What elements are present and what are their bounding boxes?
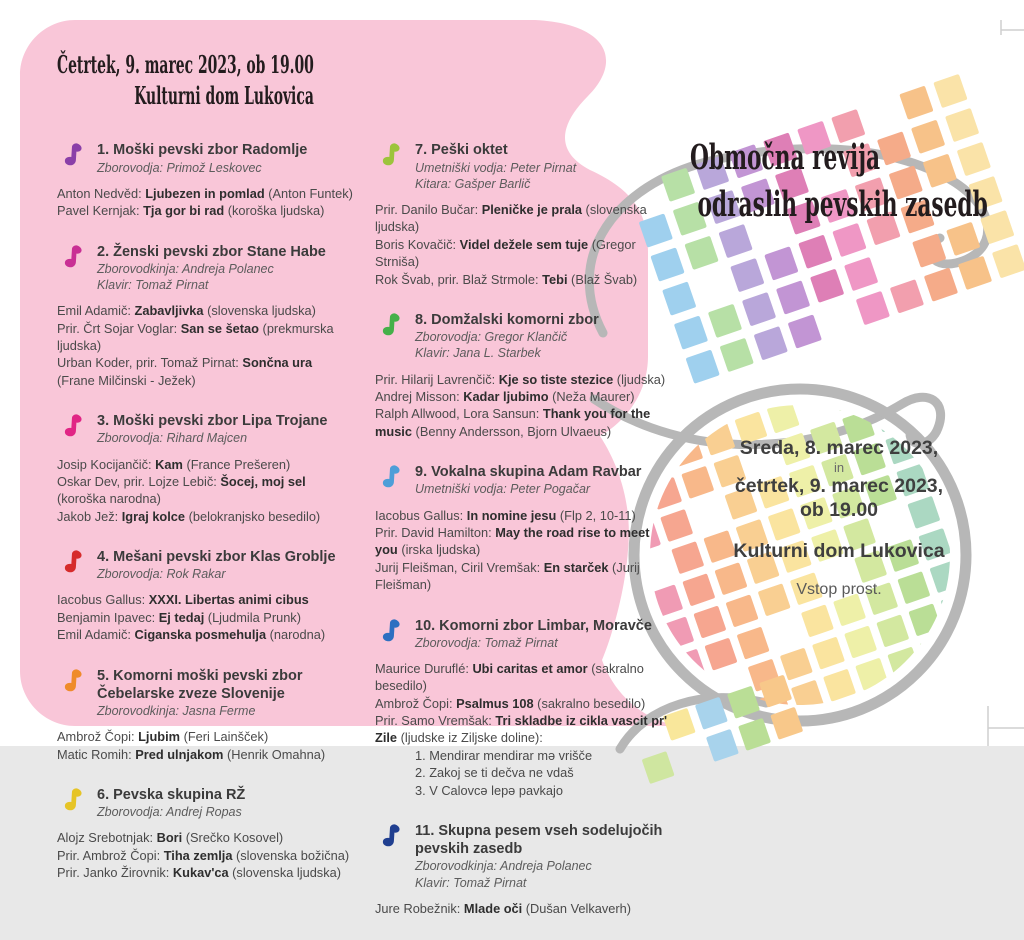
ensemble-leader: Zborovodja: Gregor Klančič xyxy=(415,330,568,345)
song-subline: 1. Mendirar mendirar mə vrišče xyxy=(415,747,593,763)
ensemble-heading xyxy=(97,243,353,294)
song-line: Pavel Kernjak: Tja gor bi rad (koroška ljudska) xyxy=(57,203,325,219)
ensemble-title: 8. Domžalski komorni zbor xyxy=(415,312,599,329)
crop-mark-bottom-right xyxy=(988,706,1024,746)
ensemble-heading xyxy=(415,617,671,651)
program-header-line2: Kulturni dom Lukovica xyxy=(134,80,314,110)
event-date-1: Sreda, 8. marec 2023, xyxy=(739,437,939,459)
program-item xyxy=(57,548,353,644)
ensemble-leader: Umetniški vodja: Peter Pogačar xyxy=(415,482,591,497)
song-list xyxy=(57,728,353,763)
ensemble-leader: Klavir: Jana L. Starbek xyxy=(415,346,541,361)
ensemble-heading xyxy=(97,548,353,582)
song-line: Emil Adamič: Zabavljivka (slovenska ljudska) xyxy=(57,303,316,319)
ensemble-leader: Klavir: Tomaž Pirnat xyxy=(415,875,527,890)
program-item xyxy=(57,141,353,219)
eighth-note-icon xyxy=(375,464,402,491)
ensemble-leader: Zborovodja: Rok Rakar xyxy=(97,567,226,582)
song-list xyxy=(375,371,671,441)
ensemble-leader: Zborovodja: Primož Leskovec xyxy=(97,160,262,175)
song-line: Prir. Ambrož Čopi: Tiha zemlja (slovenska božična) xyxy=(57,847,350,863)
event-time: ob 19.00 xyxy=(799,498,879,521)
song-subline: 3. V Calovcə lepə pavkajo xyxy=(415,782,563,798)
program-item xyxy=(57,412,353,525)
song-subline: 2. Zakoj se ti dečva ne vdaš xyxy=(415,765,574,781)
eighth-note-icon xyxy=(57,668,84,695)
song-line: Ralph Allwood, Lora Sansun: Thank you for the music (Benny Andersson, Bjorn Ulvaeus) xyxy=(375,406,651,439)
song-line: Anton Nedvěd: Ljubezen in pomlad (Anton Funtek) xyxy=(57,185,353,201)
program-column-right xyxy=(375,141,671,940)
event-info-block xyxy=(693,437,985,599)
ensemble-title: 6. Pevska skupina RŽ xyxy=(97,786,246,803)
song-line: Jure Robežnik: Mlade oči (Dušan Velkaverh) xyxy=(375,900,632,916)
program-item xyxy=(375,463,671,593)
ensemble-leader: Kitara: Gašper Barlič xyxy=(415,176,531,191)
ensemble-heading xyxy=(97,786,353,820)
song-line: Urban Koder, prir. Tomaž Pirnat: Sončna ura (Frane Milčinski - Ježek) xyxy=(57,355,313,388)
ensemble-heading xyxy=(415,311,671,362)
program-columns xyxy=(57,141,671,940)
confetti-mosaic-band xyxy=(627,74,1024,384)
ensemble-leader: Zborovodja: Andrej Ropas xyxy=(97,805,242,820)
eighth-note-icon xyxy=(375,618,402,645)
event-title xyxy=(690,134,988,229)
song-line: Matic Romih: Pred ulnjakom (Henrik Omahna) xyxy=(57,746,326,762)
song-list xyxy=(375,507,671,594)
song-list xyxy=(57,185,353,220)
song-line: Iacobus Gallus: In nomine jesu (Flp 2, 10-11) xyxy=(375,507,636,523)
ensemble-leader: Zborovodkinja: Andreja Polanec xyxy=(415,859,592,874)
ensemble-title: 3. Moški pevski zbor Lipa Trojane xyxy=(97,413,328,430)
crop-mark-top-right xyxy=(1001,20,1024,35)
ensemble-heading xyxy=(415,463,671,497)
song-list xyxy=(57,456,353,526)
ensemble-title: 1. Moški pevski zbor Radomlje xyxy=(97,142,308,159)
song-line: Maurice Duruflé: Ubi caritas et amor (sakralno besedilo) xyxy=(375,660,644,694)
song-line: Prir. Hilarij Lavrenčič: Kje so tiste stezice (ljudska) xyxy=(375,371,666,387)
program-item xyxy=(57,786,353,882)
program-item xyxy=(375,311,671,440)
song-list xyxy=(375,201,671,288)
song-list xyxy=(57,302,353,389)
ensemble-leader: Zborovodja: Rihard Majcen xyxy=(97,431,248,446)
song-line: Prir. David Hamilton: May the road rise to meet you (irska ljudska) xyxy=(375,524,650,558)
ensemble-title: 2. Ženski pevski zbor Stane Habe xyxy=(97,243,326,260)
event-date-conjunction: in xyxy=(833,459,845,475)
program-content xyxy=(57,50,671,940)
song-line: Boris Kovačič: Videl dežele sem tuje (Gregor Strniša) xyxy=(375,236,636,270)
ensemble-leader: Klavir: Tomaž Pirnat xyxy=(97,277,209,292)
program-item xyxy=(375,617,671,800)
ensemble-heading xyxy=(97,141,353,175)
song-list xyxy=(57,591,353,643)
ensemble-leader: Zborovodkinja: Jasna Ferme xyxy=(97,703,256,718)
program-item xyxy=(375,822,671,917)
song-line: Rok Švab, prir. Blaž Strmole: Tebi (Blaž Švab) xyxy=(375,271,638,287)
ensemble-leader: Zborovodja: Tomaž Pirnat xyxy=(415,635,558,650)
ensemble-heading xyxy=(97,667,353,720)
song-line: Oskar Dev, prir. Lojze Lebič: Šocej, moj sel (koroška narodna) xyxy=(57,473,306,507)
ensemble-title: 4. Mešani pevski zbor Klas Groblje xyxy=(97,549,336,566)
program-item xyxy=(375,141,671,288)
ensemble-heading xyxy=(415,141,671,192)
eighth-note-icon xyxy=(375,312,402,339)
song-line: Prir. Danilo Bučar: Pleničke je prala (slovenska ljudska) xyxy=(375,202,647,235)
event-venue: Kulturni dom Lukovica xyxy=(733,539,945,562)
ensemble-title: 7. Peški oktet xyxy=(415,142,508,159)
song-line: Josip Kocijančič: Kam (France Prešeren) xyxy=(57,456,291,472)
ensemble-heading xyxy=(415,822,671,891)
ensemble-title: 5. Komorni moški pevski zbor Čebelarske zveze Slovenije xyxy=(97,667,303,702)
eighth-note-icon xyxy=(57,244,84,271)
song-line: Ambrož Čopi: Ljubim (Feri Lainšček) xyxy=(57,729,269,745)
song-line: Iacobus Gallus: XXXI. Libertas animi cibus xyxy=(57,592,309,608)
song-list xyxy=(375,900,671,917)
ensemble-title: 9. Vokalna skupina Adam Ravbar xyxy=(415,464,642,481)
song-line: Andrej Misson: Kadar ljubimo (Neža Maurer) xyxy=(375,389,635,405)
event-title-line2: odraslih pevskih zasedb xyxy=(697,184,988,226)
ensemble-title: 11. Skupna pesem vseh sodelujočih pevskih zasedb xyxy=(415,823,663,858)
song-line: Prir. Janko Žirovnik: Kukav'ca (slovenska ljudska) xyxy=(57,865,341,881)
event-title-line1: Območna revija xyxy=(690,137,881,178)
ensemble-leader: Umetniški vodja: Peter Pirnat xyxy=(415,160,577,175)
eighth-note-icon xyxy=(57,413,84,440)
song-line: Emil Adamič: Ciganska posmehulja (narodna) xyxy=(57,627,326,643)
song-line: Prir. Samo Vremšak: Tri skladbe iz cikla vascit pr' Zile (ljudske iz Ziljske doline): xyxy=(375,713,668,746)
program-header xyxy=(57,50,314,111)
program-header-line1: Četrtek, 9. marec 2023, ob 19.00 xyxy=(57,50,314,79)
eighth-note-icon xyxy=(375,142,402,169)
eighth-note-icon xyxy=(57,787,84,814)
eighth-note-icon xyxy=(375,823,402,850)
program-column-left xyxy=(57,141,353,940)
song-line: Jakob Jež: Igraj kolce (belokranjsko besedilo) xyxy=(57,508,321,524)
song-list xyxy=(375,660,671,799)
song-list xyxy=(57,829,353,881)
event-date-2: četrtek, 9. marec 2023, xyxy=(734,475,944,498)
program-item xyxy=(57,667,353,763)
song-line: Prir. Črt Sojar Voglar: San se šetao (prekmurska ljudska) xyxy=(57,320,334,353)
song-line: Alojz Srebotnjak: Bori (Srečko Kosovel) xyxy=(57,830,284,846)
song-line: Ambrož Čopi: Psalmus 108 (sakralno besedilo) xyxy=(375,695,646,711)
ensemble-heading xyxy=(97,412,353,446)
admission-note: Vstop prost. xyxy=(796,580,882,598)
eighth-note-icon xyxy=(57,549,84,576)
program-item xyxy=(57,243,353,390)
ensemble-title: 10. Komorni zbor Limbar, Moravče xyxy=(415,617,652,634)
ensemble-leader: Zborovodkinja: Andreja Polanec xyxy=(97,261,274,276)
song-line: Jurij Fleišman, Ciril Vremšak: En starček (Jurij Fleišman) xyxy=(375,559,640,593)
eighth-note-icon xyxy=(57,142,84,169)
song-line: Benjamin Ipavec: Ej tedaj (Ljudmila Prunk) xyxy=(57,609,301,625)
